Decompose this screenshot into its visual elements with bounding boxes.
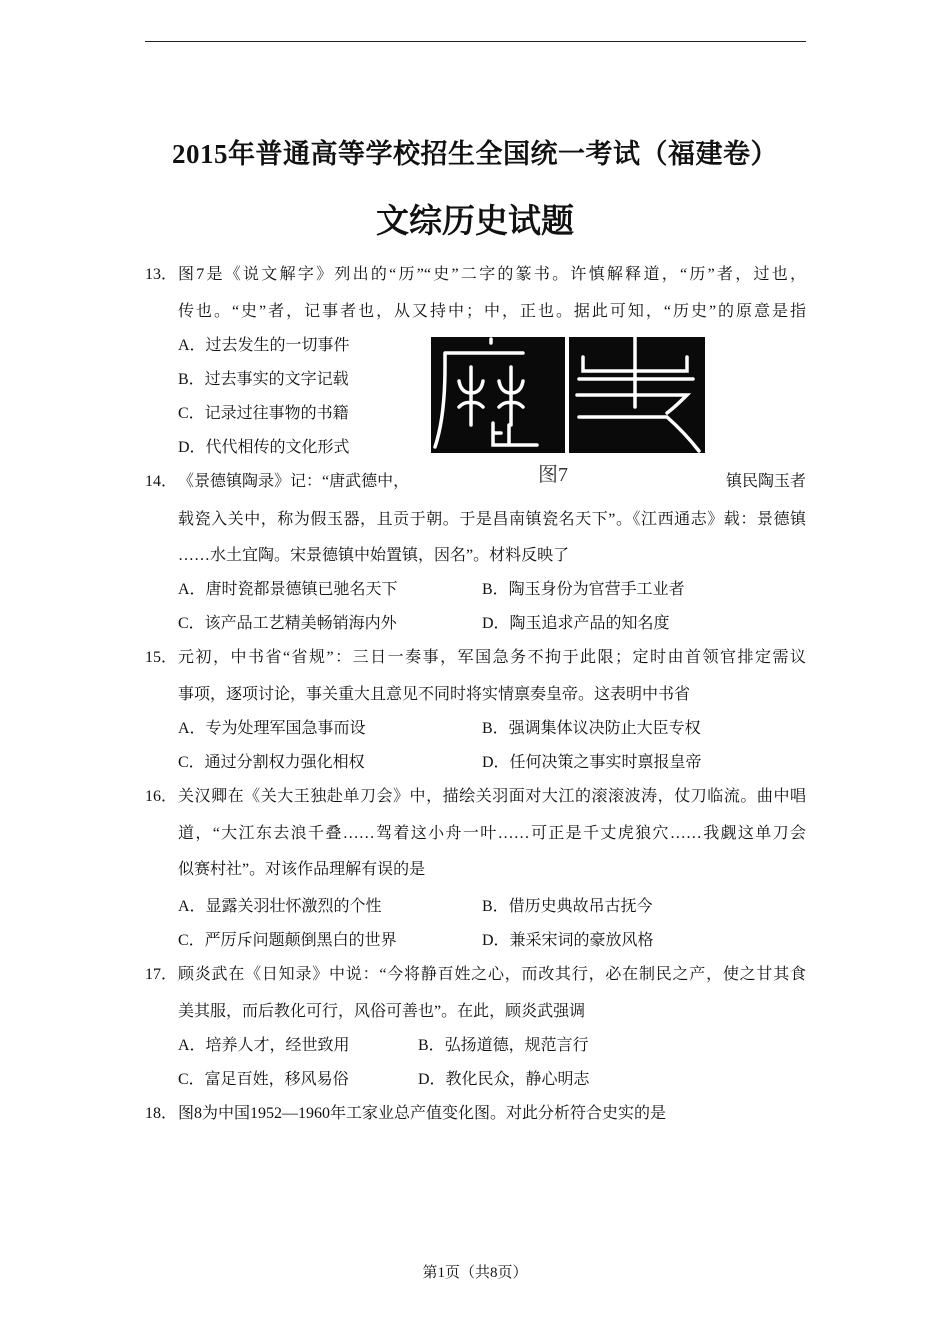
question-number: 16． xyxy=(145,788,178,805)
option-b: B．弘扬道德，规范言行 xyxy=(418,1037,589,1054)
question-stem-line: 似赛村社”。对该作品理解有误的是 xyxy=(178,861,426,878)
option-a: A．培养人才，经世致用 xyxy=(178,1037,350,1054)
option-b: B．过去事实的文字记载 xyxy=(178,371,349,388)
question-stem-line: ……水土宜陶。宋景德镇中始置镇，因名”。材料反映了 xyxy=(178,547,570,564)
question-number: 14． xyxy=(145,473,178,490)
question-number: 13． xyxy=(145,266,178,283)
option-c: C．记录过往事物的书籍 xyxy=(178,405,349,422)
exam-subtitle: 文综历史试题 xyxy=(376,201,574,240)
option-d: D．陶玉追求产品的知名度 xyxy=(482,615,670,632)
header-rule xyxy=(145,41,806,42)
question-stem-line: 《景德镇陶录》记：“唐武德中， xyxy=(178,473,410,490)
question-stem-line: 元初，中书省“省规”：三日一奏事，军国急务不拘于此限；定时由首领官排定需议 xyxy=(178,649,806,666)
option-b: B．陶玉身份为官营手工业者 xyxy=(482,581,685,598)
seal-script-figure xyxy=(431,337,706,455)
question-stem-line: 图7是《说文解字》列出的“历”“史”二字的篆书。许慎解释道，“历”者，过也， xyxy=(178,266,806,283)
question-stem-line: 顾炎武在《日知录》中说：“今将静百姓之心，而改其行，必在制民之产，使之甘其食 xyxy=(178,966,806,983)
option-c: C．通过分割权力强化相权 xyxy=(178,754,365,771)
question-stem-line: 图8为中国1952—1960年工家业总产值变化图。对此分析符合史实的是 xyxy=(178,1105,667,1122)
question-number: 18． xyxy=(145,1105,178,1122)
question-stem-line: 镇民陶玉者 xyxy=(725,473,806,490)
question-stem-line: 载瓷入关中，称为假玉器，且贡于朝。于是昌南镇瓷名天下”。《江西通志》载：景德镇 xyxy=(178,511,806,528)
option-b: B．借历史典故吊古抚今 xyxy=(482,898,653,915)
option-d: D．兼采宋词的豪放风格 xyxy=(482,932,654,949)
option-a: A．过去发生的一切事件 xyxy=(178,337,350,354)
option-c: C．严厉斥问题颠倒黑白的世界 xyxy=(178,932,397,949)
question-number: 15． xyxy=(145,649,178,666)
figure-caption: 图7 xyxy=(538,464,568,486)
option-a: A．专为处理军国急事而设 xyxy=(178,720,366,737)
question-stem-line: 事项，逐项讨论，事关重大且意见不同时将实情禀奏皇帝。这表明中书省 xyxy=(178,686,691,703)
page-footer: 第1页（共8页） xyxy=(422,1265,528,1281)
option-b: B．强调集体议决防止大臣专权 xyxy=(482,720,701,737)
option-c: C．该产品工艺精美畅销海内外 xyxy=(178,615,397,632)
option-c: C．富足百姓，移风易俗 xyxy=(178,1071,349,1088)
question-stem-line: 美其服，而后教化可行，风俗可善也”。在此，顾炎武强调 xyxy=(178,1003,586,1020)
question-stem-line: 传也。“史”者，记事者也，从又持中；中，正也。据此可知，“历史”的原意是指 xyxy=(178,303,806,320)
option-d: D．任何决策之事实时禀报皇帝 xyxy=(482,754,702,771)
exam-title: 2015年普通高等学校招生全国统一考试（福建卷） xyxy=(172,139,778,169)
option-d: D．教化民众，静心明志 xyxy=(418,1071,590,1088)
option-d: D．代代相传的文化形式 xyxy=(178,439,350,456)
question-stem-line: 道，“大江东去浪千叠……驾着这小舟一叶……可正是千丈虎狼穴……我觑这单刀会 xyxy=(178,825,806,842)
question-stem-line: 关汉卿在《关大王独赴单刀会》中，描绘关羽面对大江的滚滚波涛，仗刀临流。曲中唱 xyxy=(178,788,806,805)
option-a: A．显露关羽壮怀激烈的个性 xyxy=(178,898,382,915)
question-number: 17． xyxy=(145,966,178,983)
option-a: A．唐时瓷都景德镇已驰名天下 xyxy=(178,581,398,598)
